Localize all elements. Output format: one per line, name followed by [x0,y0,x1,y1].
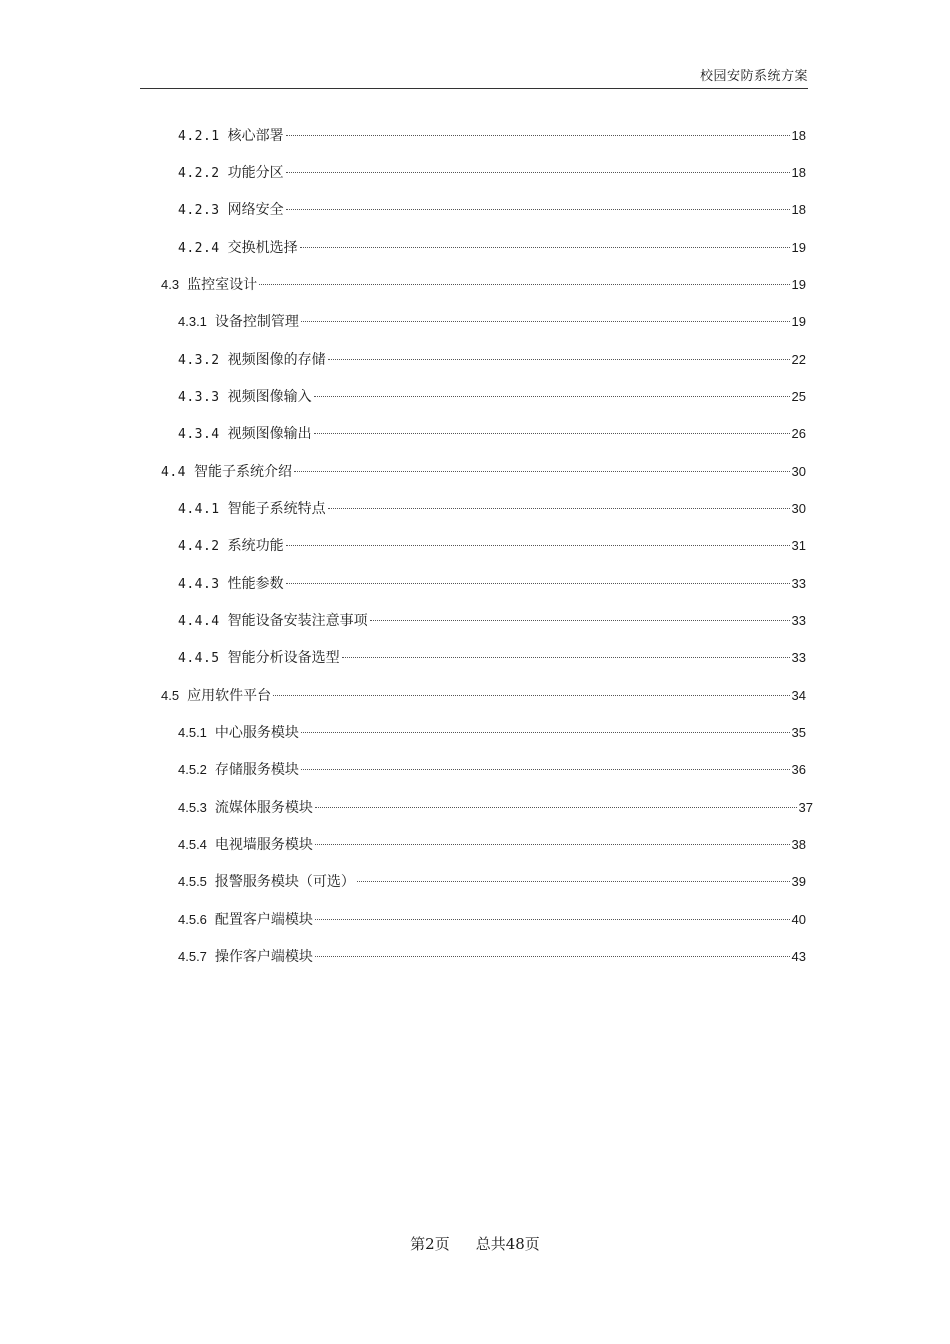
toc-number: 4.3.1 [178,314,207,329]
toc-number: 4.3.2 [178,353,220,368]
toc-number: 4.5 [161,688,180,703]
toc-title: 网络安全 [227,202,284,218]
toc-number: 4.5.3 [178,800,207,815]
toc-number: 4.4.5 [178,651,220,666]
toc-page: 37 [798,800,813,815]
toc-number: 4.5.4 [178,837,207,852]
toc-number: 4.3.3 [178,390,220,405]
toc-page: 19 [791,314,806,329]
toc-entry[interactable] [178,611,806,631]
toc-page: 19 [791,240,806,255]
toc-title: 配置客户端模块 [214,912,313,928]
header-title: 校园安防系统方案 [699,69,808,84]
dot-leader [315,843,790,845]
dot-leader [301,768,790,770]
dot-leader [286,208,790,210]
dot-leader [315,918,790,920]
page-number: 第2页 [410,1235,450,1253]
toc-number: 4.3 [161,277,180,292]
toc-title: 电视墙服务模块 [214,837,313,853]
toc-title: 智能子系统介绍 [193,464,292,480]
toc-entry[interactable] [178,872,806,892]
toc-page: 39 [791,874,806,889]
toc-entry[interactable] [178,126,806,146]
toc-page: 30 [791,501,806,516]
toc-number: 4.2.1 [178,129,220,144]
toc-number: 4.4 [161,465,186,480]
toc-entry[interactable] [178,536,806,556]
dot-leader [328,507,790,509]
toc-title: 智能子系统特点 [227,501,326,517]
toc-entry[interactable] [178,163,806,183]
toc-title: 功能分区 [227,165,284,181]
toc-number: 4.4.2 [178,539,220,554]
dot-leader [370,619,790,621]
toc-page: 33 [791,576,806,591]
dot-leader [286,171,790,173]
toc-entry[interactable] [178,424,806,444]
toc-number: 4.4.1 [178,502,220,517]
toc-page: 18 [791,202,806,217]
toc-entry[interactable] [178,499,806,519]
toc-title: 核心部署 [227,128,284,144]
toc-entry[interactable] [178,648,806,668]
toc-page: 31 [791,538,806,553]
toc-title: 设备控制管理 [214,314,299,330]
toc-title: 视频图像输出 [227,426,312,442]
total-pages: 总共48页 [475,1235,540,1253]
toc-page: 38 [791,837,806,852]
toc-page: 43 [791,949,806,964]
toc-number: 4.4.3 [178,577,220,592]
toc-entry[interactable] [178,350,806,370]
toc-page: 19 [791,277,806,292]
dot-leader [328,358,790,360]
toc-title: 系统功能 [227,538,284,554]
toc-number: 4.5.7 [178,949,207,964]
toc-page: 30 [791,464,806,479]
toc-page: 25 [791,389,806,404]
toc-page: 40 [791,912,806,927]
toc-page: 35 [791,725,806,740]
dot-leader [294,470,790,472]
page-footer [0,1234,950,1254]
toc-title: 报警服务模块（可选） [214,874,355,890]
toc-number: 4.2.2 [178,166,220,181]
toc-number: 4.5.1 [178,725,207,740]
toc-entry[interactable] [178,238,806,258]
toc-page: 18 [791,128,806,143]
toc-page: 18 [791,165,806,180]
toc-number: 4.5.2 [178,762,207,777]
toc-title: 智能分析设备选型 [227,650,340,666]
toc-entry[interactable] [178,760,806,780]
toc-entry[interactable] [178,910,806,930]
toc-entry[interactable] [178,387,806,407]
toc-entry[interactable] [178,798,813,818]
toc-title: 视频图像的存储 [227,352,326,368]
dot-leader [273,694,789,696]
dot-leader [315,806,797,808]
toc-entry[interactable] [178,947,806,967]
dot-leader [286,582,790,584]
toc-title: 应用软件平台 [187,688,272,704]
toc-entry[interactable] [161,275,806,295]
dot-leader [286,544,790,546]
toc-title: 流媒体服务模块 [214,800,313,816]
dot-leader [301,731,790,733]
dot-leader [259,283,789,285]
toc-title: 监控室设计 [187,277,258,293]
toc-number: 4.3.4 [178,427,220,442]
dot-leader [315,955,790,957]
toc-page: 33 [791,650,806,665]
dot-leader [342,656,790,658]
toc-number: 4.2.3 [178,203,220,218]
toc-entry[interactable] [161,462,806,482]
toc-number: 4.5.6 [178,912,207,927]
dot-leader [314,432,790,434]
toc-title: 中心服务模块 [214,725,299,741]
toc-page: 36 [791,762,806,777]
toc-entry[interactable] [178,200,806,220]
toc-title: 性能参数 [227,576,284,592]
page-header [140,68,808,89]
toc-title: 交换机选择 [227,240,298,256]
toc-title: 操作客户端模块 [214,949,313,965]
dot-leader [314,395,790,397]
toc-page: 33 [791,613,806,628]
toc-title: 智能设备安装注意事项 [227,613,368,629]
toc-page: 34 [791,688,806,703]
toc-title: 存储服务模块 [214,762,299,778]
dot-leader [300,246,790,248]
toc-entry[interactable] [178,574,806,594]
dot-leader [357,880,790,882]
dot-leader [301,320,790,322]
toc-number: 4.2.4 [178,241,220,256]
toc-title: 视频图像输入 [227,389,312,405]
toc-entry[interactable] [178,835,806,855]
toc-entry[interactable] [161,686,806,706]
toc-entry[interactable] [178,312,806,332]
toc-page: 22 [791,352,806,367]
toc-number: 4.4.4 [178,614,220,629]
dot-leader [286,134,790,136]
toc-number: 4.5.5 [178,874,207,889]
toc-page: 26 [791,426,806,441]
toc-entry[interactable] [178,723,806,743]
